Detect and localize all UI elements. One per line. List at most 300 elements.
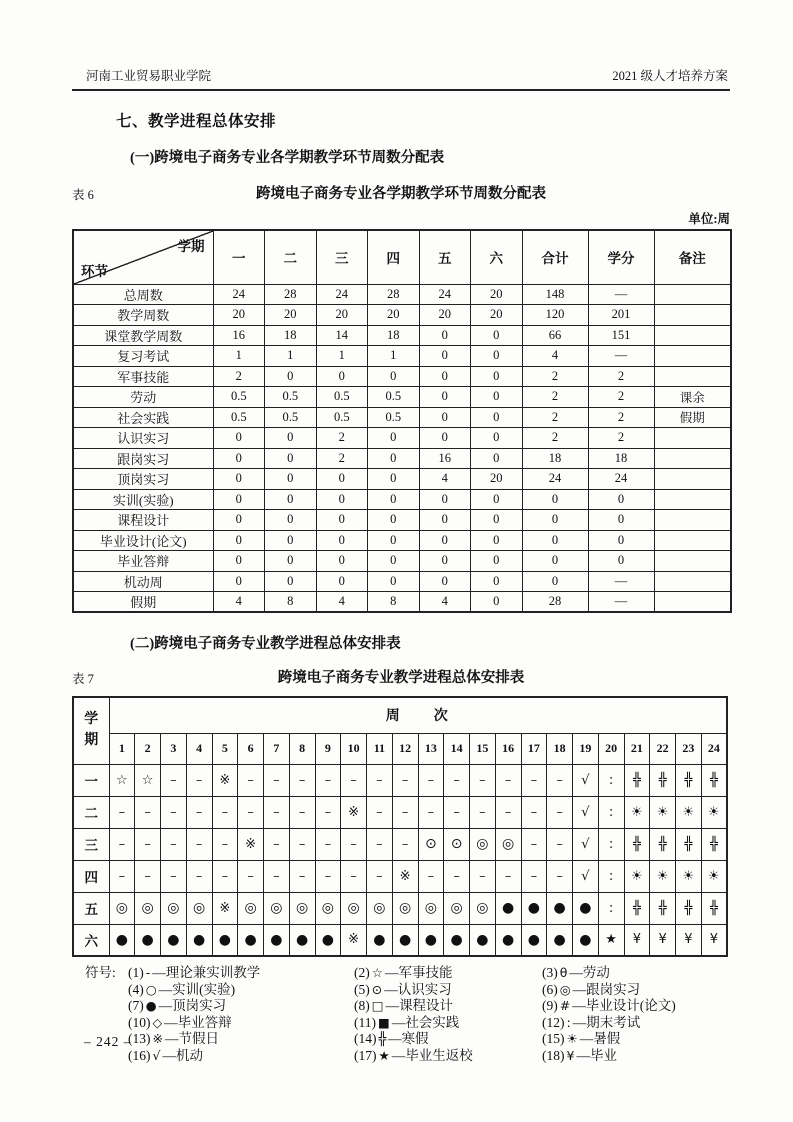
table6-row-label: 课程设计 (73, 510, 213, 531)
table7-cell: ◎ (135, 892, 161, 924)
table7-cell: – (341, 764, 367, 796)
table7-cell: √ (573, 860, 599, 892)
semester-corner-label: 学期 (84, 712, 99, 748)
legend-item (354, 1015, 542, 1032)
table7-cell: – (367, 764, 393, 796)
table6-cell: 18 (522, 448, 588, 469)
table7-week-header: 9 (315, 733, 341, 764)
table6-cell: 148 (522, 284, 588, 305)
table6-cell: 0 (522, 571, 588, 592)
table7-week-header: 11 (367, 733, 393, 764)
table7-cell: ● (418, 924, 444, 956)
table7-cell: – (418, 764, 444, 796)
table6-cell: 0 (368, 530, 420, 551)
table6-cell: 8 (265, 592, 317, 613)
program-label: 2021 级人才培养方案 (612, 69, 728, 83)
table6-cell: 8 (368, 592, 420, 613)
legend-item (128, 982, 354, 999)
table6-cell (654, 428, 731, 449)
legend-item-number: (15) (542, 1031, 565, 1047)
table7-cell: ╬ (676, 828, 702, 860)
table7-cell: – (238, 860, 264, 892)
table7-cell: – (470, 764, 496, 796)
table7-cell: ╬ (650, 764, 676, 796)
table6-header-row (73, 230, 731, 284)
table6-cell: 0 (265, 469, 317, 490)
table7-cell: ● (161, 924, 187, 956)
table6-row-label: 实训(实验) (73, 489, 213, 510)
legend-item (542, 965, 730, 982)
table7-cell: – (161, 828, 187, 860)
table6-cell: 0 (368, 428, 420, 449)
table7-label: 表 7 (72, 672, 94, 686)
table6-row (73, 530, 731, 551)
table7-cell: ╬ (676, 892, 702, 924)
table6-cell: 28 (265, 284, 317, 305)
table7-week-header: 3 (161, 733, 187, 764)
table6-cell: 4 (213, 592, 265, 613)
table7-cell: – (444, 764, 470, 796)
table6-cell: 0 (419, 489, 471, 510)
legend-item (542, 1048, 730, 1065)
table7-cell: – (264, 860, 290, 892)
table6-cell: 2 (588, 387, 654, 408)
table7-cell: ● (367, 924, 393, 956)
table7-title: 跨境电子商务专业教学进程总体安排表 (277, 670, 525, 686)
legend-item-number: (11) (354, 1014, 376, 1030)
legend-item-label: —跟岗实习 (572, 981, 641, 997)
table6-cell: 0 (316, 530, 368, 551)
table7-week-header: 24 (701, 733, 727, 764)
table7-cell: ╬ (624, 828, 650, 860)
table7-cell: ● (547, 924, 573, 956)
table7-cell: ● (521, 892, 547, 924)
table6-cell: 0 (213, 448, 265, 469)
legend-item-label: —顶岗实习 (158, 998, 227, 1014)
table6-cell: 0 (316, 489, 368, 510)
table7-cell: – (186, 860, 212, 892)
table7-cell: – (135, 860, 161, 892)
table6-row-label: 军事技能 (73, 366, 213, 387)
table6-cell: 2 (522, 407, 588, 428)
table7-cell: ● (238, 924, 264, 956)
table7-cell: ◎ (367, 892, 393, 924)
table7-cell: ☀ (624, 860, 650, 892)
table7-semester-label: 二 (73, 796, 109, 828)
table7-week-header: 18 (547, 733, 573, 764)
table6-cell: 24 (419, 284, 471, 305)
table7-cell: ☀ (701, 860, 727, 892)
table7-cell: – (547, 764, 573, 796)
table7-week-header: 7 (264, 733, 290, 764)
table6-cell: 课余 (654, 387, 731, 408)
table6-cell: 1 (368, 346, 420, 367)
legend-item-label: —寒假 (388, 1031, 429, 1047)
table7-cell: – (289, 860, 315, 892)
table7-cell: – (392, 764, 418, 796)
table6-cell: 0 (316, 366, 368, 387)
table6-row (73, 489, 731, 510)
table6-cell: 2 (213, 366, 265, 387)
table7-cell: – (315, 828, 341, 860)
table7-cell: – (289, 828, 315, 860)
table6-row (73, 510, 731, 531)
table6-cell: 1 (316, 346, 368, 367)
legend-item-number: (16) (128, 1047, 151, 1063)
legend-item-label: —认识实习 (384, 981, 452, 997)
table7-row (73, 924, 727, 956)
table7-cell: – (212, 796, 238, 828)
table6-row (73, 346, 731, 367)
table7-cell: ☀ (624, 796, 650, 828)
table7-cell: – (264, 764, 290, 796)
table6-row-label: 机动周 (73, 571, 213, 592)
table6-cell: 0 (265, 489, 317, 510)
legend-item-symbol: ⊙ (371, 981, 383, 997)
table7-row (73, 892, 727, 924)
legend-item (128, 965, 354, 982)
legend-item-label: —实训(实验) (158, 981, 236, 997)
table6-cell: 0 (522, 551, 588, 572)
table6-column-header: 六 (471, 230, 523, 284)
table7-cell: ● (289, 924, 315, 956)
table6-cell: 0 (265, 366, 317, 387)
week-span-header: 周 次 (109, 697, 727, 733)
table6-cell: 4 (522, 346, 588, 367)
legend-item-symbol: ¥ (566, 1047, 575, 1063)
table6-cell: 24 (213, 284, 265, 305)
legend-item-number: (13) (128, 1031, 151, 1047)
table6-cell: 0 (368, 551, 420, 572)
table7-cell: ● (109, 924, 135, 956)
table7-cell: ╬ (701, 764, 727, 796)
legend-item-symbol: ╬ (378, 1031, 387, 1047)
table6-cell: 0 (419, 428, 471, 449)
table6-cell: 4 (419, 592, 471, 613)
legend-grid (128, 965, 730, 1065)
table6-cell: 0 (419, 551, 471, 572)
legend-item-label: —毕业生返校 (391, 1047, 473, 1063)
table6-cell: 0 (265, 530, 317, 551)
table6-cell: 1 (213, 346, 265, 367)
subsection-2-heading: (二)跨境电子商务专业教学进程总体安排表 (130, 636, 401, 652)
school-name: 河南工业贸易职业学院 (86, 69, 212, 83)
legend-item-label: —课程设计 (385, 998, 454, 1014)
table6-cell: 0 (213, 489, 265, 510)
legend-item-number: (6) (542, 981, 558, 997)
legend-item-number: (8) (354, 998, 370, 1014)
table7-cell: – (186, 828, 212, 860)
table7-cell: ¥ (650, 924, 676, 956)
table7-cell: ◎ (341, 892, 367, 924)
legend-item (354, 1031, 542, 1048)
legend-item-number: (3) (542, 965, 558, 980)
legend-item (354, 982, 542, 999)
legend-item-symbol: ※ (152, 1031, 163, 1047)
legend-item-number: (10) (128, 1014, 151, 1030)
table6-cell: 0 (213, 469, 265, 490)
table7-cell: ╬ (650, 892, 676, 924)
table7-cell: – (470, 796, 496, 828)
table6-row-label: 教学周数 (73, 305, 213, 326)
table7-cell: ◎ (392, 892, 418, 924)
table7-semester-label: 一 (73, 764, 109, 796)
table6-cell: 0 (471, 448, 523, 469)
table6-row (73, 284, 731, 305)
table7-cell: ※ (341, 924, 367, 956)
legend-item-label: —理论兼实训教学 (152, 965, 261, 980)
table7-week-header: 12 (392, 733, 418, 764)
table6-cell: 20 (419, 305, 471, 326)
table7-cell: – (289, 796, 315, 828)
legend-item-number: (1) (128, 965, 144, 980)
table6-column-header: 四 (368, 230, 420, 284)
table6-cell (654, 346, 731, 367)
legend-item (542, 998, 730, 1015)
table7-cell: ● (212, 924, 238, 956)
table7-cell: ¥ (701, 924, 727, 956)
table6-row (73, 551, 731, 572)
table7-cell: ╬ (624, 892, 650, 924)
table7-semester-label: 六 (73, 924, 109, 956)
table7-cell: ※ (341, 796, 367, 828)
legend-item-symbol: ☆ (371, 965, 383, 980)
table6-cell: 201 (588, 305, 654, 326)
table6-cell: 0 (471, 530, 523, 551)
table6-row (73, 448, 731, 469)
table6-cell: 0 (213, 530, 265, 551)
table7-cell: ● (392, 924, 418, 956)
table6-cell: 2 (588, 366, 654, 387)
legend-item-symbol: ★ (378, 1047, 390, 1063)
table6-row-label: 总周数 (73, 284, 213, 305)
table6-cell: 0.5 (265, 387, 317, 408)
table7-cell: : (598, 892, 624, 924)
table6-cell: 0 (522, 489, 588, 510)
table6-cell: 0 (419, 366, 471, 387)
table7-cell: ※ (392, 860, 418, 892)
table6-cell: 0 (368, 571, 420, 592)
table6-cell: 0 (471, 510, 523, 531)
table6-row-label: 课堂教学周数 (73, 325, 213, 346)
table7-cell: ● (186, 924, 212, 956)
table6-row (73, 592, 731, 613)
table6-cell: 0 (368, 366, 420, 387)
table6-cell: 0.5 (316, 387, 368, 408)
table6-cell: 0.5 (368, 387, 420, 408)
table6-cell: 0 (368, 510, 420, 531)
legend-item-label: —暑假 (579, 1031, 621, 1047)
table7-cell: ◎ (289, 892, 315, 924)
table7-cell: ● (444, 924, 470, 956)
table6-cell: 2 (316, 448, 368, 469)
page-number: – 242 – (84, 1034, 132, 1049)
table6-cell: 0 (588, 530, 654, 551)
table6-cell: 18 (588, 448, 654, 469)
table6-cell: 2 (522, 387, 588, 408)
table6-cell: 66 (522, 325, 588, 346)
table7-cell: ☀ (676, 796, 702, 828)
schedule-table (72, 696, 728, 957)
table6-row-label: 假期 (73, 592, 213, 613)
table6-cell: 0 (368, 489, 420, 510)
table7-cell: – (547, 796, 573, 828)
table6-cell: 20 (368, 305, 420, 326)
table6-cell: 151 (588, 325, 654, 346)
legend-item-symbol: ◎ (559, 981, 571, 997)
table7-cell: ◎ (161, 892, 187, 924)
legend-item-symbol: □ (371, 998, 384, 1014)
corner-semester-label: 学期 (177, 239, 205, 254)
table6-cell: 0 (265, 571, 317, 592)
table6-cell: 2 (588, 407, 654, 428)
table6-cell: 0 (471, 387, 523, 408)
table6-cell: 0 (419, 510, 471, 531)
table6-cell: 0 (471, 346, 523, 367)
table7-week-header: 17 (521, 733, 547, 764)
table7-cell: ☆ (109, 764, 135, 796)
table7-cell: : (598, 764, 624, 796)
table7-cell: – (109, 860, 135, 892)
table6-cell (654, 551, 731, 572)
table7-cell: : (598, 796, 624, 828)
table7-cell: – (238, 796, 264, 828)
table7-week-number-row (73, 733, 727, 764)
table7-cell: : (598, 828, 624, 860)
unit-label: 单位:周 (688, 212, 730, 226)
table7-cell: – (212, 828, 238, 860)
table7-cell: – (161, 796, 187, 828)
table6-cell: 0 (316, 510, 368, 531)
table7-corner-cell (73, 697, 109, 764)
table7-cell: ● (495, 892, 521, 924)
table7-cell: – (341, 860, 367, 892)
legend-item-symbol: - (145, 965, 151, 980)
table6-row-label: 复习考试 (73, 346, 213, 367)
table6-cell: 0 (419, 571, 471, 592)
table7-cell: ☀ (650, 796, 676, 828)
legend-item-number: (5) (354, 981, 370, 997)
table6-cell: 0.5 (316, 407, 368, 428)
table7-row (73, 828, 727, 860)
table7-cell: ◎ (238, 892, 264, 924)
table6-cell: 0 (368, 469, 420, 490)
table7-cell: – (367, 860, 393, 892)
table6-cell: — (588, 284, 654, 305)
table7-cell: – (109, 828, 135, 860)
table7-cell: – (341, 828, 367, 860)
table7-semester-label: 四 (73, 860, 109, 892)
table6-cell: 0 (419, 387, 471, 408)
table7-cell: ◎ (186, 892, 212, 924)
legend-item-label: —毕业 (576, 1047, 617, 1063)
legend-item-symbol: ● (145, 998, 157, 1014)
table6-cell (654, 284, 731, 305)
legend-item-symbol: ○ (145, 981, 157, 997)
table7-cell: – (367, 828, 393, 860)
table7-week-header: 19 (573, 733, 599, 764)
table6-cell: — (588, 346, 654, 367)
table7-cell: – (315, 860, 341, 892)
table7-cell: ╬ (701, 892, 727, 924)
table7-cell: – (495, 796, 521, 828)
table7-cell: ※ (212, 764, 238, 796)
table7-cell: ╬ (676, 764, 702, 796)
table7-week-header: 1 (109, 733, 135, 764)
legend-item (128, 1048, 354, 1065)
table6-column-header: 三 (316, 230, 368, 284)
table6-cell: 0 (213, 551, 265, 572)
table7-cell: ◎ (470, 892, 496, 924)
table6-cell: 0 (522, 530, 588, 551)
table7-week-header: 6 (238, 733, 264, 764)
legend-item (542, 1015, 730, 1032)
legend-item-number: (9) (542, 998, 558, 1014)
table6-row-label: 顶岗实习 (73, 469, 213, 490)
table7-cell: ● (135, 924, 161, 956)
table6-cell: 24 (522, 469, 588, 490)
table7-cell: – (315, 764, 341, 796)
legend-item (128, 1015, 354, 1032)
table7-cell: – (418, 860, 444, 892)
legend-item-symbol: ■ (378, 1014, 390, 1030)
table7-cell: ★ (598, 924, 624, 956)
table6-cell: 0 (471, 592, 523, 613)
table7-cell: ¥ (676, 924, 702, 956)
table6-cell (654, 592, 731, 613)
legend-item-label: —毕业设计(论文) (572, 998, 676, 1014)
table7-cell: ※ (238, 828, 264, 860)
table7-cell: – (521, 764, 547, 796)
table7-cell: ⊙ (444, 828, 470, 860)
table6-cell: 0 (265, 510, 317, 531)
table6-cell: — (588, 571, 654, 592)
table7-cell: ● (521, 924, 547, 956)
table6-row (73, 428, 731, 449)
table6-cell: 4 (419, 469, 471, 490)
table7-cell: : (598, 860, 624, 892)
table6-cell: 28 (522, 592, 588, 613)
legend-item-symbol: # (559, 998, 571, 1014)
legend-item-label: —节假日 (164, 1031, 219, 1047)
legend-item-number: (18) (542, 1047, 565, 1063)
table6-column-header: 一 (213, 230, 265, 284)
table7-cell: – (444, 796, 470, 828)
weeks-allocation-table (72, 229, 732, 613)
table7-week-header: 22 (650, 733, 676, 764)
table7-caption-row (72, 666, 730, 687)
table7-cell: – (547, 828, 573, 860)
table7-week-header: 16 (495, 733, 521, 764)
table6-row (73, 325, 731, 346)
subsection-1-heading: (一)跨境电子商务专业各学期教学环节周数分配表 (130, 150, 445, 166)
table6-cell: 24 (588, 469, 654, 490)
legend-item (128, 998, 354, 1015)
legend-item-symbol: θ (559, 965, 568, 980)
table6-cell: 18 (368, 325, 420, 346)
table7-cell: √ (573, 796, 599, 828)
table6-cell: 0 (419, 530, 471, 551)
table7-week-header: 5 (212, 733, 238, 764)
table7-week-header: 4 (186, 733, 212, 764)
table6-cell: 2 (316, 428, 368, 449)
table6-cell: 0 (522, 510, 588, 531)
table6-cell: 2 (522, 366, 588, 387)
table6-column-header: 学分 (588, 230, 654, 284)
table6-cell: 20 (316, 305, 368, 326)
table6-cell: 0 (471, 325, 523, 346)
table7-cell: – (495, 764, 521, 796)
